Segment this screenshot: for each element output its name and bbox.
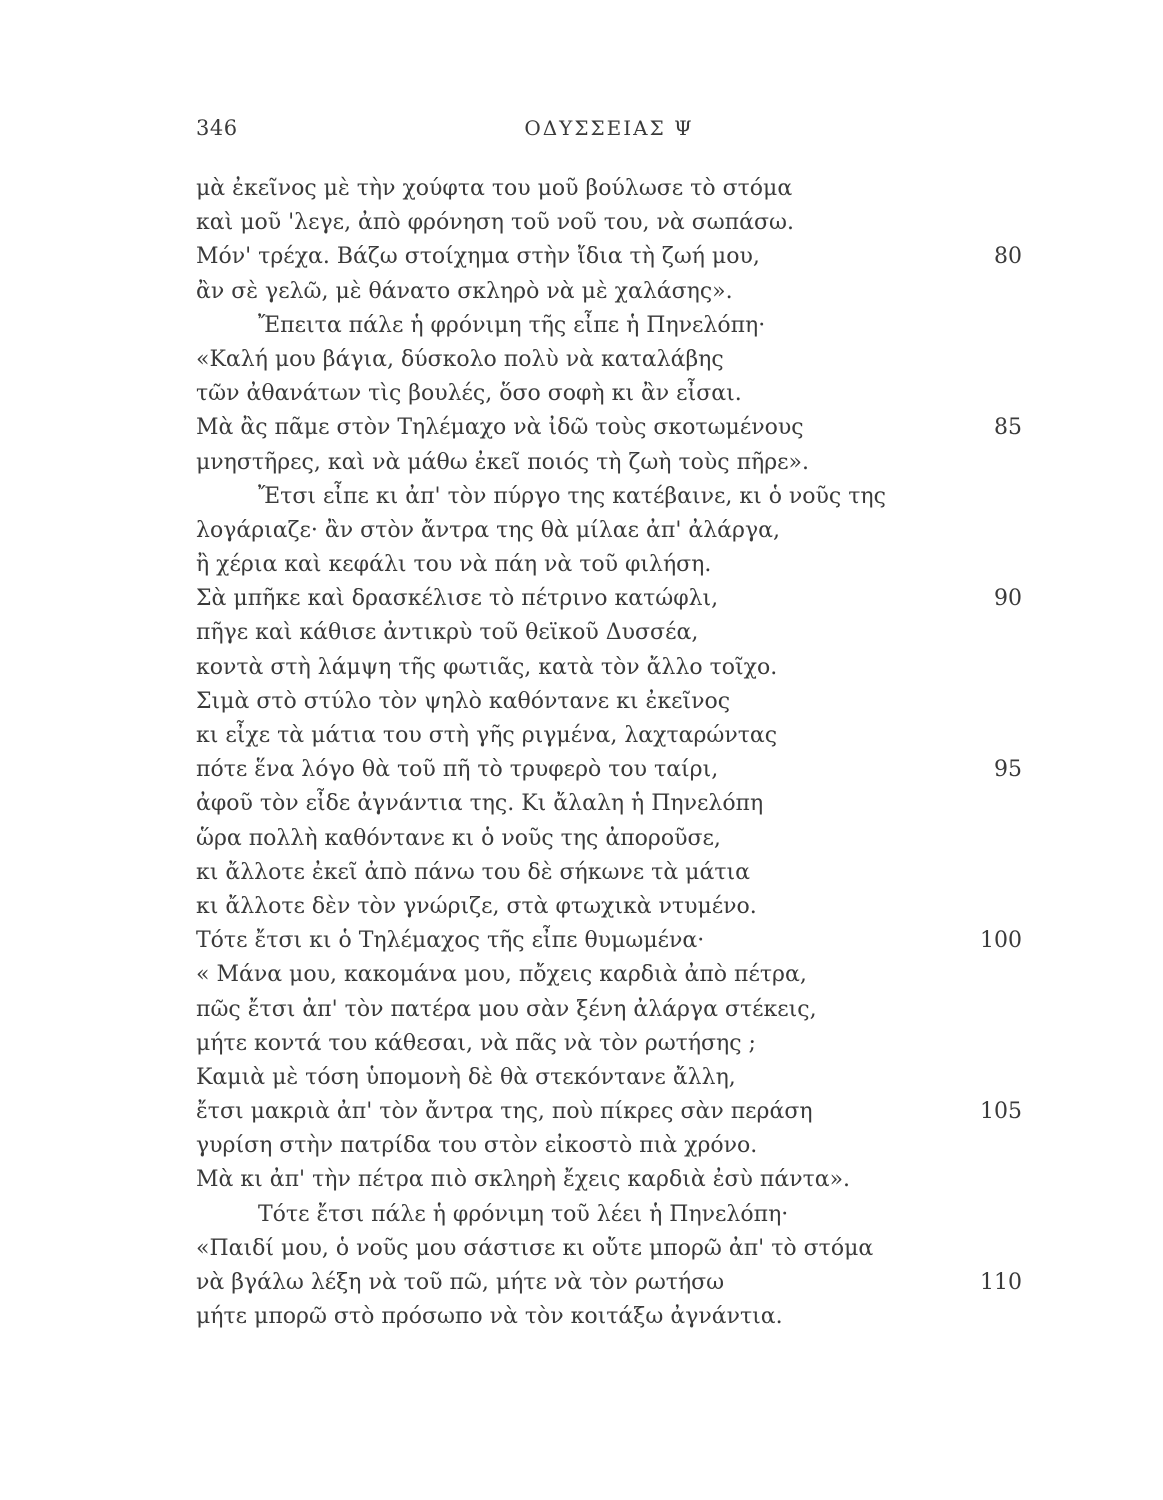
verse-text: τῶν ἀθανάτων τὶς βουλές, ὅσο σοφὴ κι ἂν εἶσαι. <box>196 381 742 407</box>
verse-text: ἀφοῦ τὸν εἶδε ἀγνάντια της. Κι ἄλαλη ἡ Πηνελόπη <box>196 791 764 817</box>
verse-line <box>196 1300 1022 1334</box>
verse-line <box>196 1095 1022 1129</box>
verse-text: Τότε ἔτσι κι ὁ Τηλέμαχος τῆς εἶπε θυμωμένα· <box>196 928 705 954</box>
verse-line <box>196 1129 1022 1163</box>
verse-text: μνηστῆρες, καὶ νὰ μάθω ἐκεῖ ποιός τὴ ζωὴ τοὺς πῆρε». <box>196 449 810 475</box>
verse-line <box>196 240 1022 274</box>
verse-text: μὰ ἐκεῖνος μὲ τὴν χούφτα του μοῦ βούλωσε τὸ στόμα <box>196 176 793 201</box>
verse-line <box>196 548 1022 582</box>
verse-line <box>196 1163 1022 1197</box>
verse-text: « Μάνα μου, κακομάνα μου, πὄχεις καρδιὰ ἀπὸ πέτρα, <box>196 962 807 988</box>
verse-text: μήτε μπορῶ στὸ πρόσωπο νὰ τὸν κοιτάξω ἀγνάντια. <box>196 1304 783 1330</box>
verse-line <box>196 514 1022 548</box>
verse-text: ἢ χέρια καὶ κεφάλι του νὰ πάη νὰ τοῦ φιλήση. <box>196 552 712 578</box>
verse-line <box>196 993 1022 1027</box>
page-number: 346 <box>196 116 238 140</box>
verse-text: Ἔτσι εἶπε κι ἀπ' τὸν πύργο της κατέβαινε, κι ὁ νοῦς της <box>258 483 886 509</box>
verse-line <box>196 958 1022 992</box>
verse-text: μήτε κοντά του κάθεσαι, νὰ πᾶς νὰ τὸν ρωτήσης ; <box>196 1030 756 1056</box>
verse-text: Τότε ἔτσι πάλε ἡ φρόνιμη τοῦ λέει ἡ Πηνελόπη· <box>258 1201 789 1227</box>
verse-line <box>196 446 1022 480</box>
line-number: 85 <box>994 415 1022 441</box>
verse-line <box>196 1061 1022 1095</box>
verse-line <box>196 719 1022 753</box>
verse-line <box>196 206 1022 240</box>
verse-text: κι εἶχε τὰ μάτια του στὴ γῆς ριγμένα, λαχταρώντας <box>196 723 778 748</box>
verse-text: Σὰ μπῆκε καὶ δρασκέλισε τὸ πέτρινο κατώφλι, <box>196 586 719 612</box>
verse-text: ὥρα πολλὴ καθόντανε κι ὁ νοῦς της ἀποροῦσε, <box>196 825 721 851</box>
verse-text: κι ἄλλοτε ἐκεῖ ἀπὸ πάνω του δὲ σήκωνε τὰ μάτια <box>196 859 750 885</box>
running-title: ΟΔΥΣΣΕΙΑΣ Ψ <box>524 116 694 140</box>
verse-line <box>196 411 1022 445</box>
line-number: 110 <box>980 1270 1022 1295</box>
verse-line <box>196 856 1022 890</box>
verse-text: «Καλή μου βάγια, δύσκολο πολὺ νὰ καταλάβης <box>196 346 724 372</box>
verse-line <box>196 343 1022 377</box>
verse-line <box>196 787 1022 821</box>
verse-block <box>196 172 1022 1334</box>
verse-text: Καμιὰ μὲ τόση ὑπομονὴ δὲ θὰ στεκόντανε ἄλλη, <box>196 1064 736 1090</box>
verse-text: πῆγε καὶ κάθισε ἀντικρὺ τοῦ θεϊκοῦ Δυσσέα, <box>196 620 699 646</box>
line-number: 105 <box>980 1099 1022 1125</box>
verse-line <box>196 480 1022 514</box>
verse-text: Σιμὰ στὸ στύλο τὸν ψηλὸ καθόντανε κι ἐκεῖνος <box>196 688 731 714</box>
verse-text: πότε ἕνα λόγο θὰ τοῦ πῆ τὸ τρυφερὸ του ταίρι, <box>196 757 719 783</box>
verse-line <box>196 172 1022 206</box>
verse-line <box>196 1027 1022 1061</box>
verse-text: Μόν' τρέχα. Βάζω στοίχημα στὴν ἴδια τὴ ζωή μου, <box>196 244 760 270</box>
verse-line <box>196 309 1022 343</box>
verse-text: Μὰ κι ἀπ' τὴν πέτρα πιὸ σκληρὴ ἔχεις καρδιὰ ἐσὺ πάντα». <box>196 1167 851 1193</box>
verse-text: νὰ βγάλω λέξη νὰ τοῦ πῶ, μήτε νὰ τὸν ρωτήσω <box>196 1270 725 1295</box>
verse-line <box>196 924 1022 958</box>
verse-line <box>196 753 1022 787</box>
verse-text: πῶς ἔτσι ἀπ' τὸν πατέρα μου σὰν ξένη ἀλάργα στέκεις, <box>196 996 817 1022</box>
verse-text: κι ἄλλοτε δὲν τὸν γνώριζε, στὰ φτωχικὰ ντυμένο. <box>196 893 757 919</box>
line-number: 90 <box>994 586 1022 612</box>
page-header <box>196 116 1022 146</box>
line-number: 80 <box>994 244 1022 270</box>
verse-text: ἂν σὲ γελῶ, μὲ θάνατο σκληρὸ νὰ μὲ χαλάσης». <box>196 278 733 304</box>
verse-line <box>196 890 1022 924</box>
verse-text: ἔτσι μακριὰ ἀπ' τὸν ἄντρα της, ποὺ πίκρες σὰν περάση <box>196 1099 813 1125</box>
verse-text: Μὰ ἂς πᾶμε στὸν Τηλέμαχο νὰ ἰδῶ τοὺς σκοτωμένους <box>196 415 804 441</box>
verse-line <box>196 822 1022 856</box>
verse-line <box>196 651 1022 685</box>
verse-text: λογάριαζε· ἂν στὸν ἄντρα της θὰ μίλαε ἀπ' ἀλάργα, <box>196 517 780 543</box>
verse-line <box>196 616 1022 650</box>
verse-line <box>196 685 1022 719</box>
verse-line <box>196 1266 1022 1300</box>
verse-text: γυρίση στὴν πατρίδα του στὸν εἰκοστὸ πιὰ χρόνο. <box>196 1133 758 1159</box>
verse-line <box>196 275 1022 309</box>
verse-text: καὶ μοῦ 'λεγε, ἀπὸ φρόνηση τοῦ νοῦ του, νὰ σωπάσω. <box>196 210 794 236</box>
verse-text: «Παιδί μου, ὁ νοῦς μου σάστισε κι οὔτε μπορῶ ἀπ' τὸ στόμα <box>196 1235 874 1261</box>
verse-text: κοντὰ στὴ λάμψη τῆς φωτιᾶς, κατὰ τὸν ἄλλο τοῖχο. <box>196 654 778 680</box>
verse-text: Ἔπειτα πάλε ἡ φρόνιμη τῆς εἶπε ἡ Πηνελόπη· <box>258 312 766 338</box>
line-number: 95 <box>994 757 1022 783</box>
verse-line <box>196 377 1022 411</box>
verse-line <box>196 582 1022 616</box>
verse-line <box>196 1232 1022 1266</box>
verse-line <box>196 1198 1022 1232</box>
line-number: 100 <box>980 928 1022 954</box>
